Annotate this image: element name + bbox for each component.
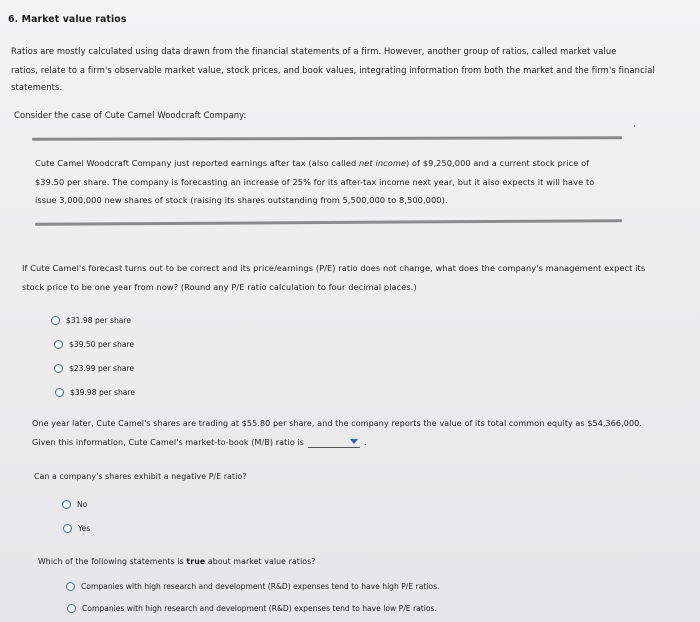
radio-button[interactable] <box>63 524 72 533</box>
radio-button[interactable] <box>54 340 63 349</box>
radio-button[interactable] <box>62 500 71 509</box>
q1-option-label: $31.98 per share <box>66 316 132 325</box>
case-heading: Consider the case of Cute Camel Woodcraft Company: <box>14 110 247 120</box>
radio-button[interactable] <box>54 364 63 373</box>
q3-option-yes[interactable] <box>63 524 90 533</box>
q1-option-3[interactable] <box>54 364 134 373</box>
q2-trailing-period: . <box>364 438 367 447</box>
q1-line-1: If Cute Camel's forecast turns out to be correct and its price/earnings (P/E) ratio does not change, what does the company's management expect its <box>22 263 646 273</box>
q1-option-1[interactable] <box>51 316 131 325</box>
scenario-line-2: $39.50 per share. The company is forecasting an increase of 25% for its after-tax income next year, but it also expects it will have to <box>35 177 595 187</box>
q1-option-2[interactable] <box>54 340 134 349</box>
q4-question: Which of the following statements is true about market value ratios? <box>38 557 316 566</box>
scenario-line-1: Cute Camel Woodcraft Company just reported earnings after tax (also called net income) of $9,250,000 and a current stock price of <box>35 158 590 168</box>
q2-line-2: Given this information, Cute Camel's market-to-book (M/B) ratio is <box>32 438 304 447</box>
radio-button[interactable] <box>55 388 64 397</box>
stray-mark: · <box>633 122 636 132</box>
q4-option-label: Companies with high research and development (R&D) expenses tend to have low P/E ratios. <box>82 604 437 613</box>
q1-line-2: stock price to be one year from now? (Round any P/E ratio calculation to four decimal places.) <box>22 282 417 292</box>
chevron-down-icon[interactable] <box>350 439 358 444</box>
radio-button[interactable] <box>66 582 75 591</box>
radio-button[interactable] <box>51 316 60 325</box>
q4-option-label: Companies with high research and development (R&D) expenses tend to have high P/E ratios. <box>81 582 440 591</box>
intro-line-3: statements. <box>11 82 63 92</box>
q1-option-label: $39.98 per share <box>70 388 136 397</box>
intro-line-1: Ratios are mostly calculated using data drawn from the financial statements of a firm. However, another group of ratios, called market value <box>11 46 617 56</box>
q2-line-1: One year later, Cute Camel's shares are trading at $55.80 per share, and the company reports the value of its total common equity as $54,366,000. <box>32 419 642 428</box>
q3-option-label: Yes <box>78 524 91 533</box>
scenario-line-3: issue 3,000,000 new shares of stock (raising its shares outstanding from 5,500,000 to 8,500,000). <box>35 195 448 205</box>
q3-option-no[interactable] <box>62 500 87 509</box>
section-title: 6. Market value ratios <box>8 14 127 25</box>
q4-option-1[interactable] <box>66 582 439 591</box>
radio-button[interactable] <box>67 604 76 613</box>
q1-option-label: $39.50 per share <box>69 340 135 349</box>
divider-top <box>32 136 622 141</box>
q3-option-label: No <box>77 500 88 509</box>
q1-option-label: $23.99 per share <box>69 364 135 373</box>
mb-ratio-dropdown[interactable] <box>308 438 360 448</box>
q4-option-2[interactable] <box>67 604 437 613</box>
q1-option-4[interactable] <box>55 388 135 397</box>
q3-question: Can a company's shares exhibit a negative P/E ratio? <box>34 472 247 481</box>
intro-line-2: ratios, relate to a firm's observable market value, stock prices, and book values, integrating information from both the market and the firm's financial <box>11 65 655 75</box>
divider-bottom <box>35 219 622 226</box>
